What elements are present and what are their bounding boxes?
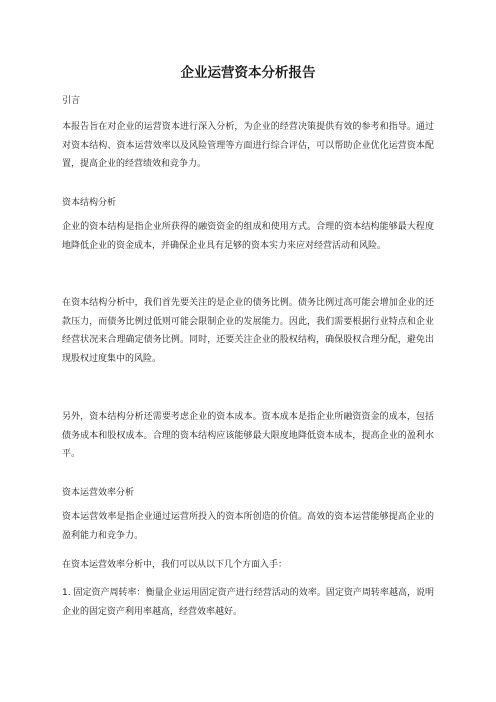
efficiency-paragraph-1: 资本运营效率是指企业通过运营所投入的资本所创造的价值。高效的资本运营能够提高企业的盈利能力和竞争力。 xyxy=(62,512,434,541)
structure-paragraph-1: 企业的资本结构是指企业所获得的融资资金的组成和使用方式。合理的资本结构能够最大程度地降低企业的资金成本，并确保企业具有足够的资本实力来应对经营活动和风险。 xyxy=(62,222,434,251)
section-heading-intro: 引言 xyxy=(62,96,81,106)
structure-paragraph-3: 另外，资本结构分析还需要考虑企业的资本成本。资本成本是指企业所融资资金的成本，包括债务成本和股权成本。合理的资本结构应该能够最大限度地降低资本成本，提高企业的盈利水平。 xyxy=(62,412,434,459)
efficiency-paragraph-2: 在资本运营效率分析中，我们可以从以下几个方面入手： xyxy=(62,560,288,570)
section-heading-structure: 资本结构分析 xyxy=(62,198,117,208)
intro-paragraph: 本报告旨在对企业的运营资本进行深入分析，为企业的经营决策提供有效的参考和指导。通过对资本结构、资本运营效率以及风险管理等方面进行综合评估，可以帮助企业优化运营资本配置，提高企业的经营绩效和竞争力。 xyxy=(62,122,434,169)
structure-paragraph-2: 在资本结构分析中，我们首先要关注的是企业的债务比例。债务比例过高可能会增加企业的还款压力，而债务比例过低则可能会限制企业的发展能力。因此，我们需要根据行业特点和企业经营状况来合理确定债务比例。同时，还要关注企业的股权结构，确保股权合理分配，避免出现股权过度集中的风险。 xyxy=(62,298,434,364)
page-title: 企业运营资本分析报告 xyxy=(180,65,316,81)
section-heading-efficiency: 资本运营效率分析 xyxy=(62,488,135,498)
efficiency-list-item-1: 1. 固定资产周转率：衡量企业运用固定资产进行经营活动的效率。固定资产周转率越高，说明企业的固定资产利用率越高，经营效率越好。 xyxy=(62,588,434,617)
